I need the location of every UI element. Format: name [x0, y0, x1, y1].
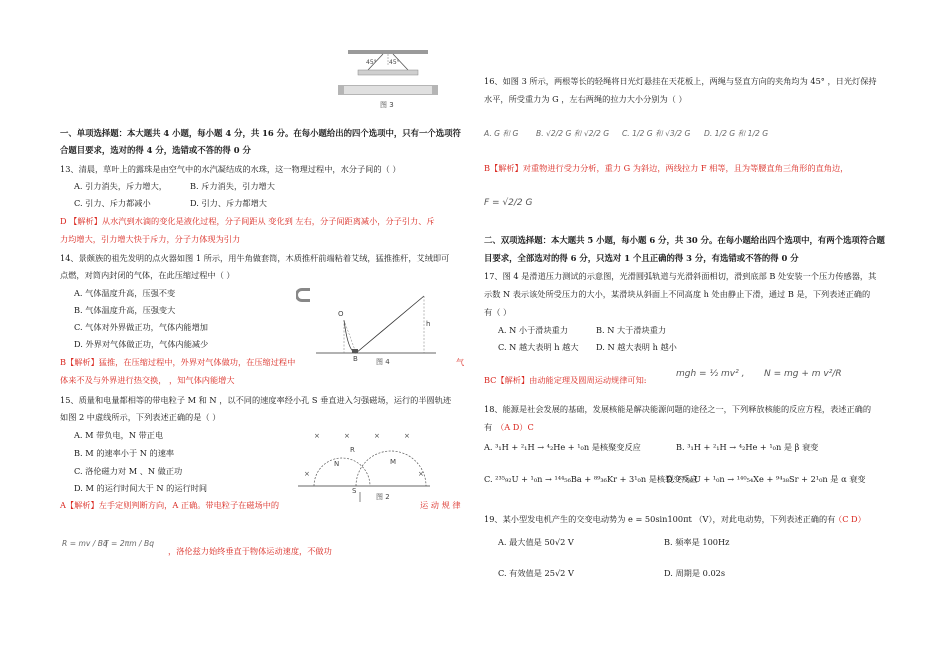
q19-option-b: B. 频率是 100Hz	[664, 537, 730, 547]
q19-stem: 19、某小型发电机产生的交变电动势为 e = 50sin100πt （V），对此电动势，下列表述正确的有	[484, 514, 836, 524]
figure-3	[338, 48, 438, 110]
section-1-header-line2: 合题目要求，选对的得 4 分，选错或不答的得 0 分	[60, 145, 251, 155]
q15-stem-line2: 如图 2 中虚线所示，下列表述正确的是（ ）	[60, 412, 221, 422]
q19-answer-mark: （C D）	[834, 514, 866, 524]
figure-2-drawing	[294, 430, 434, 506]
q15-answer-line1-end: 运 动 规 律	[420, 500, 461, 510]
q17-formula-1: mgh = ½ mv² ,	[676, 369, 745, 379]
figure-2-caption: 图 2	[376, 493, 390, 501]
figure-2-label-n: N	[334, 460, 340, 468]
figure-2-cross: ×	[344, 432, 350, 440]
q17-stem-line2: 示数 N 表示该处所受压力的大小，某滑块从斜面上不同高度 h 处由静止下滑，通过 B 是，下列表述正确的	[484, 289, 871, 299]
q15-option-c: C. 洛伦磁力对 M 、N 做正功	[74, 466, 183, 476]
q15-option-b: B. M 的速率小于 N 的速率	[74, 448, 175, 458]
figure-2	[294, 430, 434, 506]
figure-2-label-r: R	[350, 446, 355, 454]
q17-option-d: D. N 越大表明 h 越小	[596, 342, 677, 352]
figure-2-cross: ×	[418, 470, 424, 478]
figure-4-label-b: B	[353, 355, 358, 363]
section-2-header-line1: 二、双项选择题：本大题共 5 小题，每小题 6 分，共 30 分。在每小题给出四个选项中，有两个选项符合题	[484, 235, 885, 245]
figure-2-cross: ×	[304, 470, 310, 478]
q14-option-d: D. 外界对气体做正功，气体内能减少	[74, 339, 209, 349]
q15-answer-line2: ，洛伦兹力始终垂直于物体运动速度，不做功	[168, 546, 332, 556]
section-1-header-line1: 一、单项选择题：本大题共 4 小题，每小题 4 分，共 16 分。在每小题给出的四个选项中，只有一个选项符	[60, 128, 461, 138]
q16-option-b: B. √2/2 G 和 √2/2 G	[536, 129, 610, 138]
q16-answer: B【解析】对重物进行受力分析，重力 G 为斜边，两线拉力 F 相等，且为等腰直角三角形的直角边，	[484, 163, 849, 173]
figure-4-caption: 图 4	[376, 358, 390, 366]
q14-option-b: B. 气体温度升高，压强变大	[74, 305, 176, 315]
q19-option-d: D. 周期是 0.02s	[664, 568, 726, 578]
q17-option-c: C. N 越大表明 h 越大	[498, 342, 579, 352]
figure-3-caption: 图 3	[380, 101, 394, 109]
figure-3-angle-right: 45°	[389, 59, 400, 66]
q18-option-a: A. ³₁H + ²₁H → ⁴₂He + ¹₀n 是核聚变反应	[484, 442, 641, 452]
figure-3-angle-left: 45°	[366, 59, 377, 66]
figure-2-cross: ×	[314, 432, 320, 440]
q13-option-b: B. 斥力消失，引力增大	[190, 181, 275, 191]
q14-stem-line1: 14、景颇族的祖先发明的点火器如图 1 所示，用牛角做套筒，木质推杆前端粘着艾绒，猛推推杆，艾绒即可	[60, 253, 450, 263]
q17-stem-line1: 17、图 4 是滑道压力测试的示意图，光滑圆弧轨道与光滑斜面相切，滑到底部 B 处安装一个压力传感器，其	[484, 271, 877, 281]
q15-formula-t: T = 2πm / Bq	[104, 539, 155, 548]
q16-option-a: A. G 和 G	[484, 129, 519, 138]
figure-2-label-m: M	[390, 458, 397, 466]
q13-stem: 13、清晨，草叶上的露珠是由空气中的水汽凝结成的水珠，这一物理过程中，水分子间的（ ）	[60, 164, 401, 174]
figure-4-label-h: h	[426, 320, 431, 328]
q14-option-c: C. 气体对外界做正功，气体内能增加	[74, 322, 208, 332]
q16-option-c: C. 1/2 G 和 √3/2 G	[622, 129, 691, 138]
q13-answer-line1: D 【解析】从水汽到水滴的变化是液化过程，分子间距从 变化到 左右，分子间距离减小，分子引力、斥	[60, 216, 435, 226]
q14-answer-line1: B【解析】猛推，在压缩过程中，外界对气体做功，在压缩过程中	[60, 357, 296, 367]
q14-answer-line1-end: 气	[456, 357, 465, 367]
q13-option-a: A. 引力消失，斥力增大，	[74, 181, 167, 191]
q15-option-a: A. M 带负电，N 带正电	[74, 430, 164, 440]
q17-stem-line3: 有（ ）	[484, 307, 512, 317]
q14-answer-line2: 体来不及与外界进行热交换， ，知气体内能增大	[60, 375, 235, 385]
figure-2-cross: ×	[404, 432, 410, 440]
q19-option-c: C. 有效值是 25√2 V	[498, 568, 574, 578]
figure-4	[296, 280, 456, 370]
q19-option-a: A. 最大值是 50√2 V	[498, 537, 574, 547]
q16-stem-line2: 水平，所受重力为 G ，左右两绳的拉力大小分别为（ ）	[484, 94, 687, 104]
q17-answer: BC【解析】由动能定理及圆周运动规律可知:	[484, 375, 647, 385]
q16-option-d: D. 1/2 G 和 1/2 G	[704, 129, 769, 138]
q18-answer-mark: （A D）C	[496, 422, 534, 432]
q13-answer-line2: 力均增大，引力增大快于斥力，分子力体现为引力	[60, 234, 241, 244]
q17-option-b: B. N 大于滑块重力	[596, 325, 667, 335]
q14-stem-line2: 点燃，对筒内封闭的气体，在此压缩过程中（ ）	[60, 270, 235, 280]
q18-option-b: B. ³₁H + ²₁H → ⁴₂He + ¹₀n 是 β 衰变	[676, 442, 819, 452]
q17-formula-2: N = mg + m v²/R	[764, 369, 842, 379]
q18-option-c: C. ²³⁵₉₂U + ¹₀n → ¹⁴⁴₅₆Ba + ⁸⁹₃₆Kr + 3¹₀n 是核裂变反应	[484, 474, 698, 484]
figure-2-cross: ×	[374, 432, 380, 440]
q18-stem-line1: 18、能源是社会发展的基础，发展核能是解决能源问题的途径之一，下列释放核能的反应方程，表述正确的	[484, 404, 872, 414]
q14-option-a: A. 气体温度升高，压强不变	[74, 288, 176, 298]
q15-answer-line1: A【解析】左手定则判断方向，A 正确。带电粒子在磁场中的	[60, 500, 280, 510]
q15-option-d: D. M 的运行时间大于 N 的运行时间	[74, 483, 208, 493]
q16-stem-line1: 16、如图 3 所示，两根等长的轻绳将日光灯悬挂在天花板上，两绳与竖直方向的夹角均为 45° ，日光灯保持	[484, 76, 877, 86]
q18-stem-line2: 有	[484, 422, 493, 432]
figure-4-label-o: O	[338, 310, 344, 318]
q15-formula-r: R = mv / Bq	[62, 539, 108, 548]
figure-2-label-s: S	[352, 487, 357, 495]
section-2-header-line2: 目要求，全部选对的得 6 分，只选对 1 个且正确的得 3 分，有选错或不答的得 0 分	[484, 253, 799, 263]
q13-option-d: D. 引力、斥力都增大	[190, 198, 267, 208]
q15-stem-line1: 15、质量和电量都相等的带电粒子 M 和 N ，以不同的速度率经小孔 S 垂直进入匀强磁场，运行的半圆轨迹	[60, 395, 452, 405]
q17-option-a: A. N 小于滑块重力	[498, 325, 569, 335]
q13-option-c: C. 引力、斥力都减小	[74, 198, 151, 208]
q18-option-d: D. ²³⁵₉₂U + ¹₀n → ¹⁴⁰₅₄Xe + ⁹⁴₃₈Sr + 2¹₀n 是 α 衰变	[666, 474, 866, 484]
q16-formula: F = √2/2 G	[484, 198, 533, 208]
